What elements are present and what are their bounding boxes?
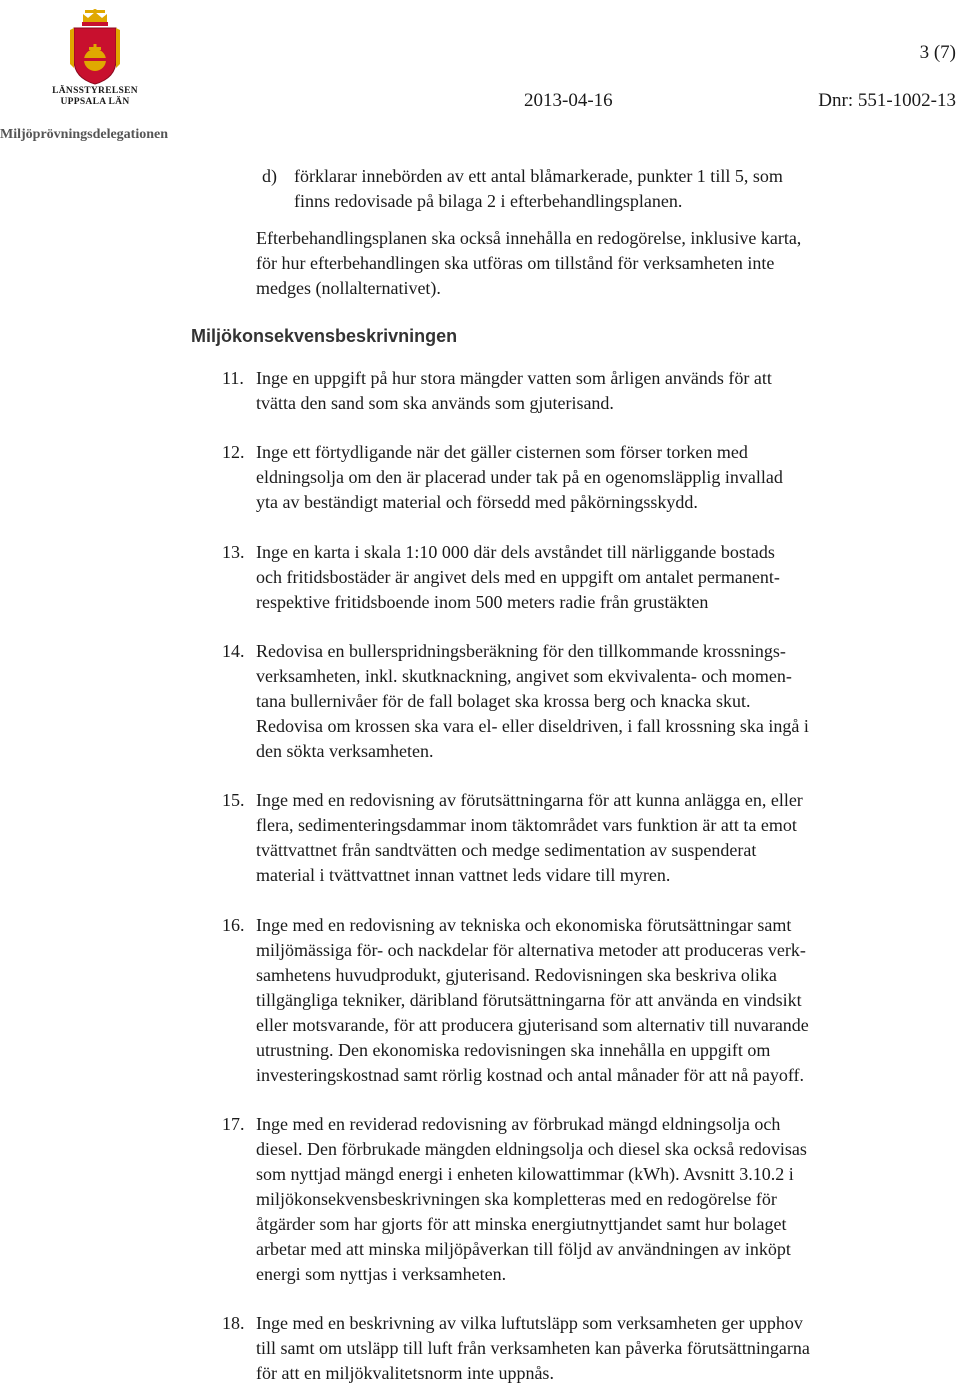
item-number: 16.: [222, 915, 245, 935]
text-line: Inge med en reviderad redovisning av förbrukad mängd eldningsolja och: [256, 1114, 781, 1134]
text-line: yta av beständigt material och försedd med påkörningsskydd.: [256, 492, 698, 512]
text-line: tvättvattnet från sandtvätten och medge sedimentation av suspenderat: [256, 840, 757, 860]
text-line: finns redovisade på bilaga 2 i efterbehandlingsplanen.: [294, 191, 683, 211]
text-line: samhetens huvudprodukt, gjuterisand. Redovisningen ska beskriva olika: [256, 965, 777, 985]
text-line: material i tvättvattnet innan vattnet leds vidare till myren.: [256, 865, 671, 885]
item-number: 15.: [222, 790, 245, 810]
text-line: Inge med en beskrivning av vilka luftutsläpp som verksamheten ger upphov: [256, 1313, 803, 1333]
text-line: tillgängliga tekniker, däribland förutsättningarna för att använda en vindsikt: [256, 990, 802, 1010]
logo-text-line1: LÄNSSTYRELSEN: [52, 86, 138, 96]
text-line: Inge med en redovisning av tekniska och ekonomiska förutsättningar samt: [256, 915, 792, 935]
page-number: 3 (7): [919, 42, 956, 63]
section-heading: Miljökonsekvensbeskrivningen: [191, 326, 458, 346]
text-line: flera, sedimenteringsdammar inom täktområdet vars funktion är att ta emot: [256, 815, 797, 835]
text-line: diesel. Den förbrukade mängden eldningsolja och diesel ska också redovisas: [256, 1139, 807, 1159]
item-text: [256, 913, 926, 1088]
item-number: 18.: [222, 1313, 245, 1333]
department-name: Miljöprövningsdelegationen: [0, 127, 169, 142]
text-line: arbetar med att minska miljöpåverkan till följd av användningen av inköpt: [256, 1239, 791, 1259]
text-line: eller motsvarande, för att producera gjuterisand som alternativ till nuvarande: [256, 1015, 809, 1035]
item-text: [256, 639, 926, 764]
text-line: för att en miljökvalitetsnorm inte uppnås.: [256, 1363, 554, 1383]
text-line: Inge med en redovisning av förutsättningarna för att kunna anlägga en, eller: [256, 790, 803, 810]
text-line: respektive fritidsboende inom 500 meters radie från grustäkten: [256, 592, 709, 612]
item-text: [256, 1112, 926, 1287]
paragraph-nollalternativ: [256, 226, 936, 301]
item-text: [256, 788, 926, 888]
logo-text-line2: UPPSALA LÄN: [60, 97, 130, 107]
text-line: den sökta verksamheten.: [256, 741, 434, 761]
text-line: för hur efterbehandlingen ska utföras om tillstånd för verksamheten inte: [256, 253, 775, 273]
text-line: miljökonsekvensbeskrivningen ska kompletteras med en redogörelse för: [256, 1189, 777, 1209]
text-line: energi som nyttjas i verksamheten.: [256, 1264, 507, 1284]
text-line: Inge ett förtydligande när det gäller cisternen som förser torken med: [256, 442, 748, 462]
text-line: som nyttjad mängd energi i enheten kilowattimmar (kWh). Avsnitt 3.10.2 i: [256, 1164, 794, 1184]
item-number: 11.: [222, 368, 244, 388]
text-line: och fritidsbostäder är angivet dels med en uppgift om antalet permanent-: [256, 567, 780, 587]
document-date: 2013-04-16: [524, 90, 613, 111]
sub-item-text: [294, 164, 904, 214]
agency-logo: [52, 8, 138, 108]
item-text: [256, 540, 926, 615]
coat-of-arms-icon: [68, 8, 122, 86]
text-line: Inge en uppgift på hur stora mängder vatten som årligen används för att: [256, 368, 772, 388]
text-line: utrustning. Den ekonomiska redovisningen ska innehålla en uppgift om: [256, 1040, 771, 1060]
item-text: [256, 366, 926, 416]
text-line: Redovisa om krossen ska vara el- eller diseldriven, i fall krossning ska ingå i: [256, 716, 809, 736]
item-text: [256, 440, 926, 515]
text-line: miljömässiga för- och nackdelar för alternativa metoder att produceras verk-: [256, 940, 806, 960]
text-line: förklarar innebörden av ett antal blåmarkerade, punkter 1 till 5, som: [294, 166, 783, 186]
sub-item-label: d): [262, 166, 277, 186]
text-line: till samt om utsläpp till luft från verksamheten kan påverka förutsättningarna: [256, 1338, 810, 1358]
document-reference: Dnr: 551-1002-13: [818, 90, 956, 111]
text-line: verksamheten, inkl. skutknackning, angivet som ekvivalenta- och momen-: [256, 666, 792, 686]
item-number: 17.: [222, 1114, 245, 1134]
item-number: 13.: [222, 542, 245, 562]
text-line: investeringskostnad samt rörlig kostnad och antal månader för att nå payoff.: [256, 1065, 805, 1085]
text-line: Inge en karta i skala 1:10 000 där dels avståndet till närliggande bostads: [256, 542, 775, 562]
text-line: åtgärder som har gjorts för att minska energiutnyttjandet samt hur bolaget: [256, 1214, 787, 1234]
item-text: [256, 1311, 926, 1386]
text-line: tvätta den sand som ska används som gjuterisand.: [256, 393, 614, 413]
text-line: Redovisa en bullerspridningsberäkning för den tillkommande krossnings-: [256, 641, 786, 661]
text-line: eldningsolja om den är placerad under tak på en ogenomsläpplig invallad: [256, 467, 783, 487]
item-number: 14.: [222, 641, 245, 661]
text-line: medges (nollalternativet).: [256, 278, 441, 298]
item-number: 12.: [222, 442, 245, 462]
text-line: tana bullernivåer för de fall bolaget ska krossa berg och knacka skut.: [256, 691, 751, 711]
text-line: Efterbehandlingsplanen ska också innehålla en redogörelse, inklusive karta,: [256, 228, 802, 248]
